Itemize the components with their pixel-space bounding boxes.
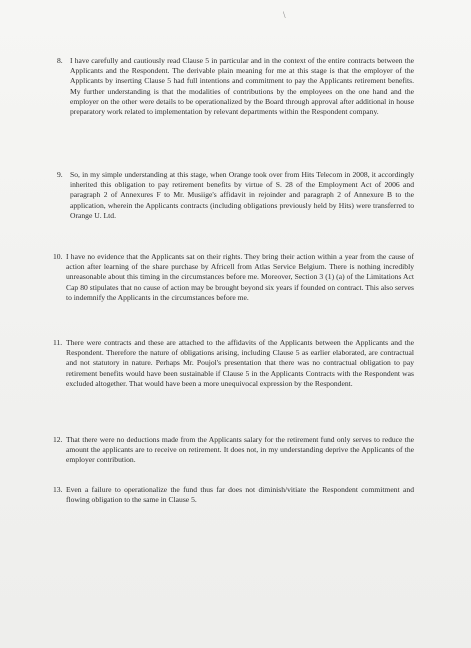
paragraph-10 [53, 252, 414, 303]
paragraph-text: I have no evidence that the Applicants sat on their rights. They bring their action within a year from the cause of action after learning of the share purchase by Africell from Atlas Service Belgium. There is nothing incredibly unreasonable about this timing in the circumstances before me. Moreover, Section 3 (1) (a) of the Limitations Act Cap 80 stipulates that no cause of action may be brought beyond six years if founded on contract. This also serves to indemnify the Applicants in the circumstances before me. [66, 252, 414, 302]
page-mark: \ [283, 10, 286, 20]
paragraph-number: 13. [53, 485, 63, 494]
paragraph-number: 9. [57, 170, 63, 179]
paragraph-text: That there were no deductions made from the Applicants salary for the retirement fund only serves to reduce the amount the applicants are to receive on retirement. It does not, in my understanding deprive the Applicants of the employer contribution. [66, 435, 414, 465]
paragraph-11 [53, 338, 414, 389]
paragraph-13 [53, 485, 414, 505]
paragraph-number: 10. [53, 252, 63, 261]
paragraph-9 [57, 170, 414, 221]
paragraph-number: 12. [53, 435, 63, 444]
paragraph-text: I have carefully and cautiously read Clause 5 in particular and in the context of the entire contracts between the Applicants and the Respondent. The derivable plain meaning for me at this stage is that the employer of the Applicants by inserting Clause 5 had full intentions and commitment to pay the Applicants retirement benefits. My further understanding is that the modalities of contributions by the employees on the one hand and the employer on the other were details to be operationalized by the Board through approval after additional in house preparatory work related to implementation by relevant departments within the Respondent company. [70, 56, 414, 117]
paragraph-text: Even a failure to operationalize the fund thus far does not diminish/vitiate the Respondent commitment and flowing obligation to the same in Clause 5. [66, 485, 414, 505]
paragraph-text: So, in my simple understanding at this stage, when Orange took over from Hits Telecom in 2008, it accordingly inherited this obligation to pay retirement benefits by virtue of S. 28 of the Employment Act of 2006 and paragraph 2 of Annexures F to Mr. Musiige's affidavit in rejoinder and paragraph 2 of Annexure B to the application, wherein the Applicants contracts (including obligations previously held by Hits) were transferred to Orange U. Ltd. [70, 170, 414, 220]
paragraph-12 [53, 435, 414, 466]
paragraph-number: 8. [57, 56, 63, 65]
paragraph-8 [57, 56, 414, 117]
paragraph-number: 11. [53, 338, 63, 347]
paragraph-text: There were contracts and these are attached to the affidavits of the Applicants between the Applicants and the Respondent. Therefore the nature of obligations arising, including Clause 5 as earlier elaborated, are contractual and not statutory in nature. Perhaps Mr. Poujol's presentation that there was no contractual obligation to pay retirement benefits would have been sustainable if Clause 5 in the Applicants Contracts with the Respondent was excluded altogether. That would have been a more unequivocal expression by the Respondent. [66, 338, 414, 388]
